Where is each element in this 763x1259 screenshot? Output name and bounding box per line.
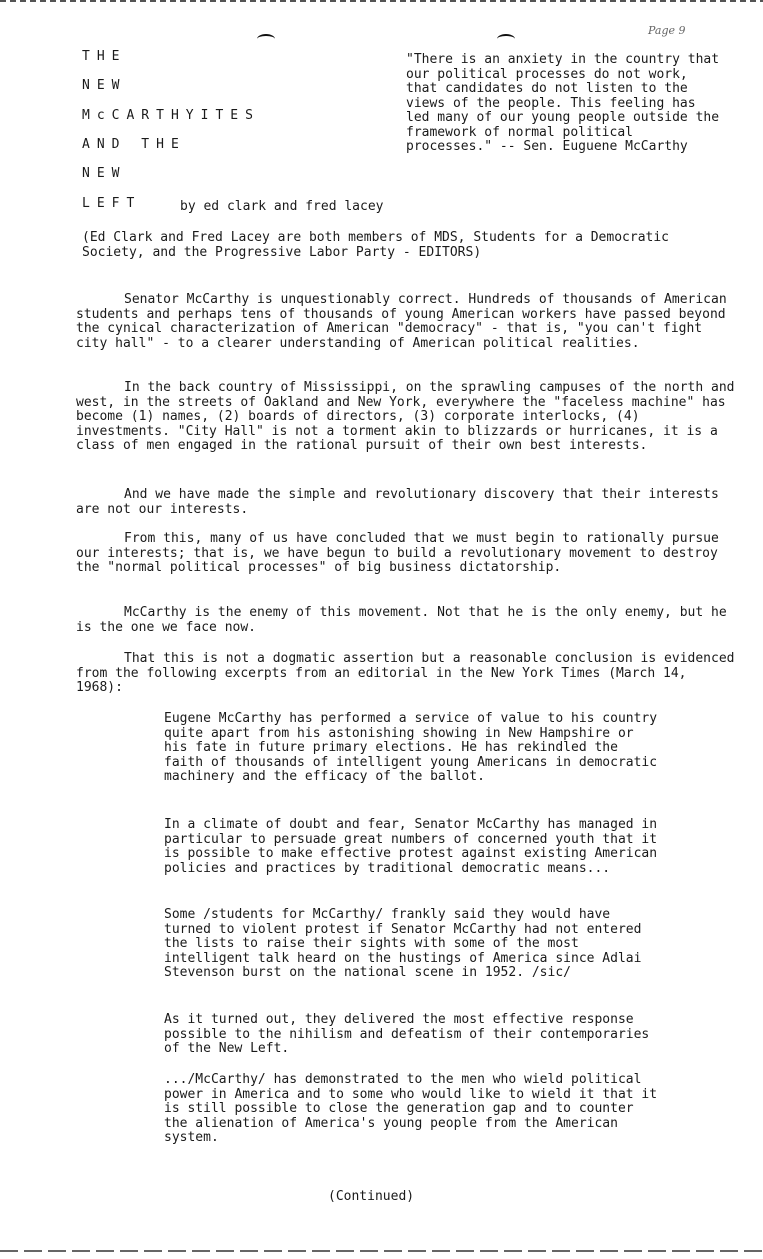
title-line: NEW (82, 166, 127, 181)
page-top-edge (0, 0, 763, 2)
title-line: NEW (82, 78, 127, 93)
quoted-excerpt: .../McCarthy/ has demonstrated to the men who wield political power in America and to some who would like to wield it that it is still possible to close the generation gap and to counter the alienation of America's young people from the American system. (164, 1072, 658, 1145)
epigraph-quote: "There is an anxiety in the country that our political processes do not work, that candidates do not listen to the views of the people. This feeling has led many of our young people outside the framework of normal political processes." -- Sen. Euguene McCarthy (406, 52, 720, 154)
title-line: LEFT (82, 196, 142, 211)
quoted-excerpt: As it turned out, they delivered the most effective response possible to the nihilism and defeatism of their contemporaries of the New Left. (164, 1012, 650, 1056)
body-paragraph: In the back country of Mississippi, on the sprawling campuses of the north and west, in the streets of Oakland and New York, everywhere the "faceless machine" has become (1) names, (2) boards of directors, (3) corporate interlocks, (4) investments. "City Hall" is not a torment akin to blizzards or hurricanes, it is a class of men engaged in the rational pursuit of their own best interests. (76, 380, 735, 453)
page-bottom-edge (0, 1250, 763, 1252)
quoted-excerpt: In a climate of doubt and fear, Senator McCarthy has managed in particular to persuade great numbers of concerned youth that it is possible to make effective protest against existing American policies and practices by traditional democratic means... (164, 817, 658, 876)
page-number: Page 9 (648, 24, 686, 37)
continued-label: (Continued) (328, 1189, 415, 1204)
body-paragraph: From this, many of us have concluded that we must begin to rationally pursue our interests; that is, we have begun to build a revolutionary movement to destroy the "normal political processes" of big business dictatorship. (76, 531, 719, 575)
body-paragraph: Senator McCarthy is unquestionably correct. Hundreds of thousands of American students and perhaps tens of thousands of young American workers have passed beyond the cynical characterization of American "democracy" - that is, "you can't fight city hall" - to a clearer understanding of American political realities. (76, 292, 727, 351)
punch-mark (497, 34, 515, 44)
title-line: THE (82, 49, 127, 64)
byline: by ed clark and fred lacey (180, 199, 384, 214)
body-paragraph: And we have made the simple and revolutionary discovery that their interests are not our interests. (76, 487, 719, 517)
punch-mark (257, 34, 275, 44)
body-paragraph: That this is not a dogmatic assertion but a reasonable conclusion is evidenced from the following excerpts from an editorial in the New York Times (March 14, 1968): (76, 651, 735, 695)
title-line: AND THE (82, 137, 186, 152)
title-line: McCARTHYITES (82, 108, 260, 123)
body-paragraph: McCarthy is the enemy of this movement. Not that he is the only enemy, but he is the one we face now. (76, 605, 727, 635)
editors-note: (Ed Clark and Fred Lacey are both members of MDS, Students for a Democratic Society, and the Progressive Labor Party - EDITORS) (82, 230, 669, 260)
quoted-excerpt: Eugene McCarthy has performed a service of value to his country quite apart from his astonishing showing in New Hampshire or his fate in future primary elections. He has rekindled the faith of thousands of intelligent young Americans in democratic machinery and the efficacy of the ballot. (164, 711, 658, 784)
quoted-excerpt: Some /students for McCarthy/ frankly said they would have turned to violent protest if Senator McCarthy had not entered the lists to raise their sights with some of the most intelligent talk heard on the hustings of America since Adlai Stevenson burst on the national scene in 1952. /sic/ (164, 907, 642, 980)
